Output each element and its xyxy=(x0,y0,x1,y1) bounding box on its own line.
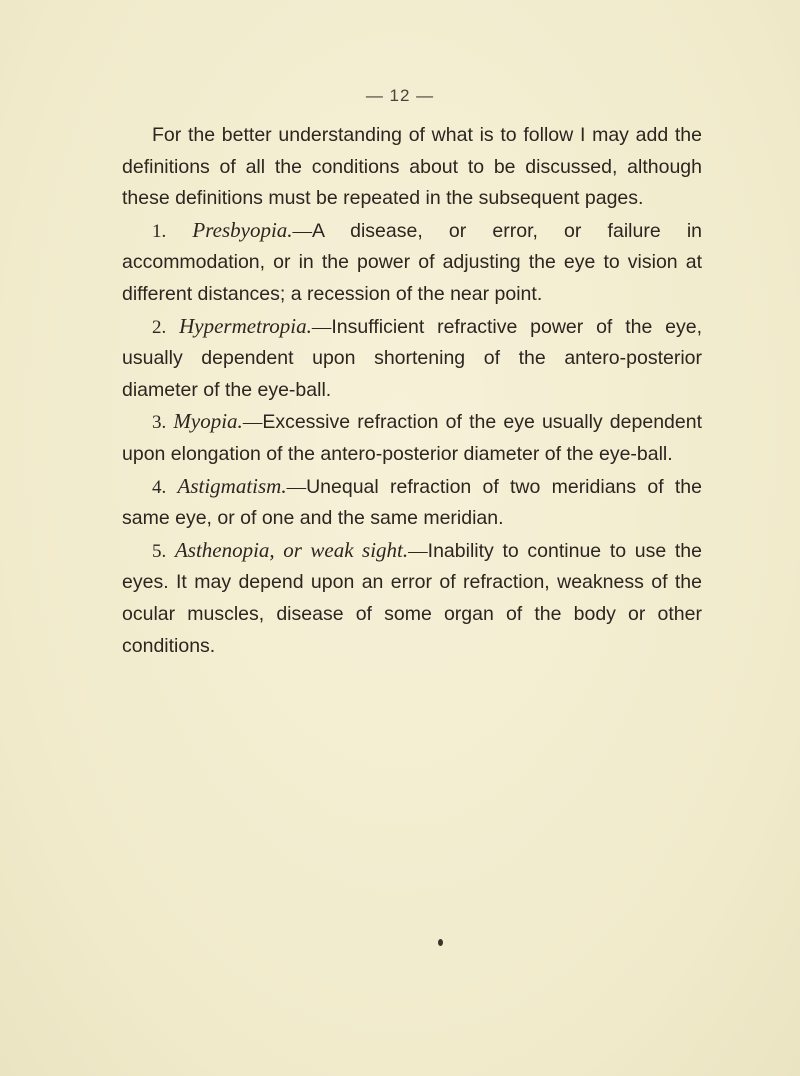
definition-astigmatism xyxy=(122,471,702,535)
definition-term: Astigmatism. xyxy=(177,473,287,498)
em-dash: — xyxy=(311,316,332,338)
definition-number: 2. xyxy=(152,316,167,338)
definition-term: Hypermetropia. xyxy=(179,313,312,338)
definition-asthenopia xyxy=(122,535,702,662)
intro-paragraph: For the better understanding of what is to follow I may add the definitions of all the conditions about to be discussed, although these definitions must be repeated in the subsequent pages. xyxy=(122,124,702,210)
page-number: — 12 — xyxy=(365,86,435,105)
definition-text: Inability to continue to use the eyes. It may depend upon an error of refraction, weakness of the ocular muscles, disease of some organ of the body or other conditions. xyxy=(122,539,702,657)
em-dash: — xyxy=(286,476,307,498)
definition-term: Asthenopia, or weak sight. xyxy=(174,537,409,562)
body-text xyxy=(122,120,702,662)
definition-text: Excessive refraction of the eye usually dependent upon elongation of the antero-posterior diameter of the eye-ball. xyxy=(122,411,702,465)
em-dash: — xyxy=(292,220,313,242)
definition-number: 4. xyxy=(152,476,167,498)
definition-presbyopia xyxy=(122,215,702,311)
definition-myopia xyxy=(122,406,702,470)
definition-text: A disease, or error, or failure in accommodation, or in the power of adjusting the eye to vision at different distances; a recession of the near point. xyxy=(122,219,702,305)
definition-term: Myopia. xyxy=(173,409,243,434)
em-dash: — xyxy=(242,412,263,434)
definition-text: Insufficient refractive power of the eye, usually dependent upon shortening of the antero-posterior diameter of the eye-ball. xyxy=(122,315,703,401)
em-dash: — xyxy=(408,540,428,562)
definition-text: Unequal refraction of two meridians of the same eye, or of one and the same meridian. xyxy=(122,475,702,530)
definition-number: 3. xyxy=(152,412,167,434)
definition-number: 5. xyxy=(152,540,167,562)
ink-speck xyxy=(438,939,443,946)
definition-hypermetropia xyxy=(122,311,702,407)
definition-term: Presbyopia. xyxy=(192,217,293,242)
definition-number: 1. xyxy=(152,220,167,242)
